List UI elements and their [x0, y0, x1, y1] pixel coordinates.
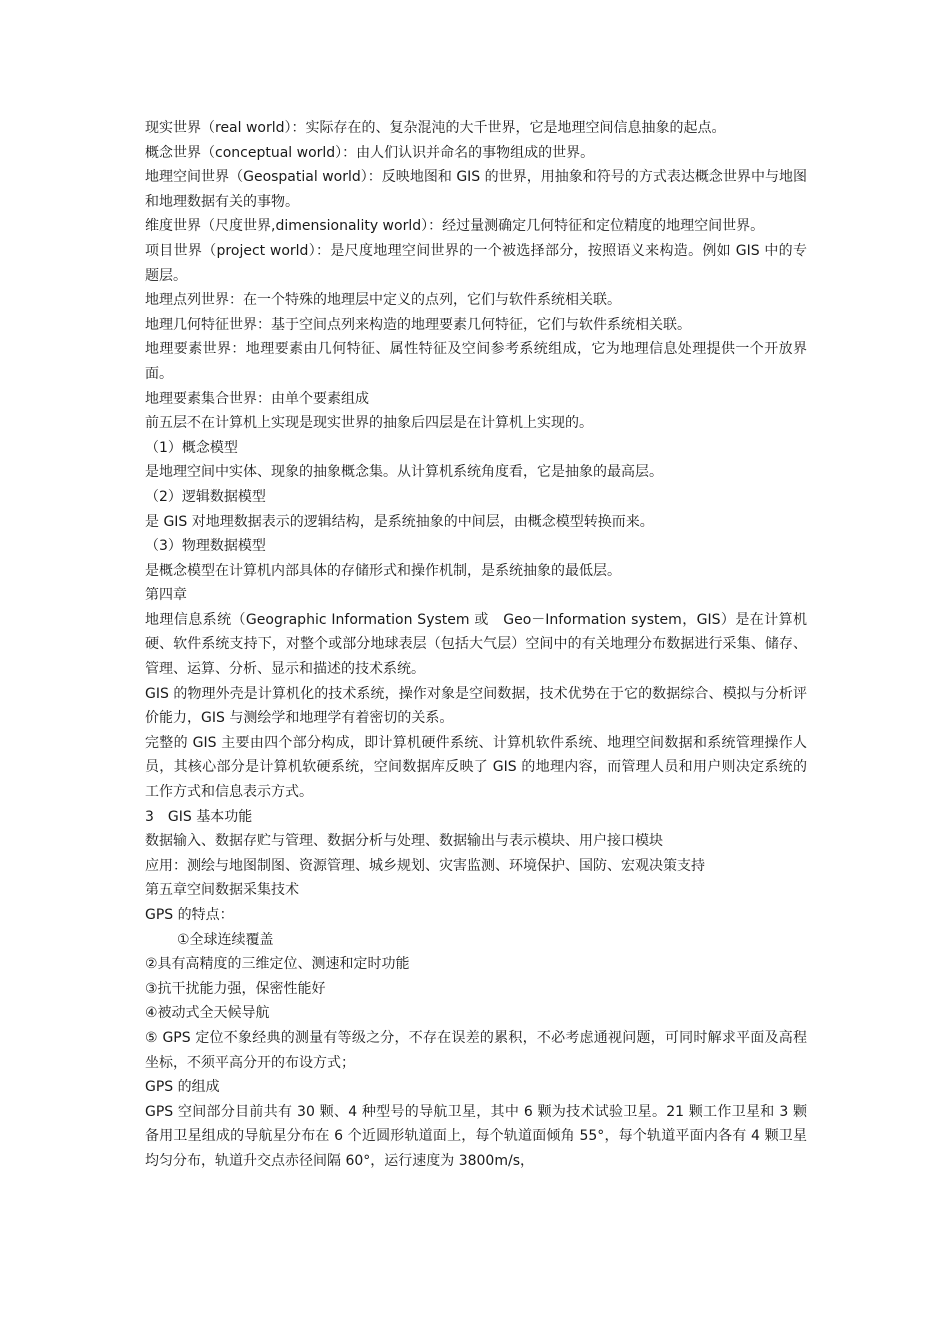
heading-chapter-4: 第四章 [145, 587, 187, 604]
paragraph-gis-definition: 地理信息系统（Geographic Information System 或 Geo－Information system，GIS）是在计算机硬、软件系统支持下，对整个或部分地球表层（包括大气层）空间中的有关地理分布数据进行采集、储存、管理、运算、分析、显示和描述的技术系统。 [145, 611, 807, 678]
paragraph-project-world: 项目世界（project world）：是尺度地理空间世界的一个被选择部分，按照语义来构造。例如 GIS 中的专题层。 [145, 242, 807, 284]
paragraph-logical-model: 是 GIS 对地理数据表示的逻辑结构，是系统抽象的中间层，由概念模型转换而来。 [145, 513, 654, 530]
paragraph-gis-applications: 应用：测绘与地图制图、资源管理、城乡规划、灾害监测、环境保护、国防、宏观决策支持 [145, 857, 705, 874]
paragraph-point-world: 地理点列世界：在一个特殊的地理层中定义的点列，它们与软件系统相关联。 [145, 292, 621, 309]
list-item-gps-feature-4: ④被动式全天候导航 [145, 1005, 270, 1022]
list-item-gps-feature-2: ②具有高精度的三维定位、测速和定时功能 [145, 956, 410, 973]
heading-gis-functions: 3 GIS 基本功能 [145, 808, 253, 825]
paragraph-dimensionality-world: 维度世界（尺度世界,dimensionality world）：经过量测确定几何特征和定位精度的地理空间世界。 [145, 218, 765, 235]
heading-gps-features: GPS 的特点： [145, 907, 234, 923]
paragraph-gps-space-segment: GPS 空间部分目前共有 30 颗、4 种型号的导航卫星，其中 6 颗为技术试验卫星。21 颗工作卫星和 3 颗备用卫星组成的导航星分布在 6 个近圆形轨道面上，每个轨道面倾角 55°，每个轨道平面内各有 4 颗卫星均匀分布，轨道升交点赤径间隔 60°，运行速度为 3800m/s， [145, 1103, 807, 1169]
paragraph-layers-summary: 前五层不在计算机上实现是现实世界的抽象后四层是在计算机上实现的。 [145, 415, 593, 432]
list-item-gps-feature-3: ③抗干扰能力强，保密性能好 [145, 980, 326, 997]
heading-chapter-5: 第五章空间数据采集技术 [145, 882, 299, 899]
heading-conceptual-model: （1）概念模型 [145, 439, 238, 456]
paragraph-gis-components: 完整的 GIS 主要由四个部分构成，即计算机硬件系统、计算机软件系统、地理空间数据和系统管理操作人员，其核心部分是计算机软硬系统，空间数据库反映了 GIS 的地理内容，而管理人员和用户则决定系统的工作方式和信息表示方式。 [145, 734, 807, 801]
paragraph-physical-model: 是概念模型在计算机内部具体的存储形式和操作机制，是系统抽象的最低层。 [145, 562, 621, 579]
paragraph-real-world: 现实世界（real world）：实际存在的、复杂混沌的大千世界，它是地理空间信息抽象的起点。 [145, 120, 726, 136]
paragraph-gis-function-list: 数据输入、数据存贮与管理、数据分析与处理、数据输出与表示模块、用户接口模块 [145, 833, 663, 850]
paragraph-conceptual-model: 是地理空间中实体、现象的抽象概念集。从计算机系统角度看，它是抽象的最高层。 [145, 464, 663, 481]
paragraph-conceptual-world: 概念世界（conceptual world）：由人们认识并命名的事物组成的世界。 [145, 144, 595, 161]
paragraph-feature-set-world: 地理要素集合世界：由单个要素组成 [145, 390, 369, 407]
heading-physical-model: （3）物理数据模型 [145, 538, 266, 555]
paragraph-geospatial-world: 地理空间世界（Geospatial world）：反映地图和 GIS 的世界，用抽象和符号的方式表达概念世界中与地图和地理数据有关的事物。 [145, 169, 807, 210]
list-item-gps-feature-1: ①全球连续覆盖 [177, 931, 274, 948]
list-item-gps-feature-5: ⑤ GPS 定位不象经典的测量有等级之分，不存在误差的累积，不必考虑通视问题，可同时解求平面及高程坐标，不须平高分开的布设方式； [145, 1029, 807, 1071]
heading-gps-composition: GPS 的组成 [145, 1079, 220, 1096]
paragraph-geometry-world: 地理几何特征世界：基于空间点列来构造的地理要素几何特征，它们与软件系统相关联。 [145, 316, 691, 333]
heading-logical-model: （2）逻辑数据模型 [145, 488, 266, 505]
document-page [145, 116, 807, 1174]
paragraph-feature-world: 地理要素世界：地理要素由几何特征、属性特征及空间参考系统组成，它为地理信息处理提供一个开放界面。 [145, 341, 807, 382]
paragraph-gis-physical-shell: GIS 的物理外壳是计算机化的技术系统，操作对象是空间数据，技术优势在于它的数据综合、模拟与分析评价能力，GIS 与测绘学和地理学有着密切的关系。 [145, 685, 807, 727]
